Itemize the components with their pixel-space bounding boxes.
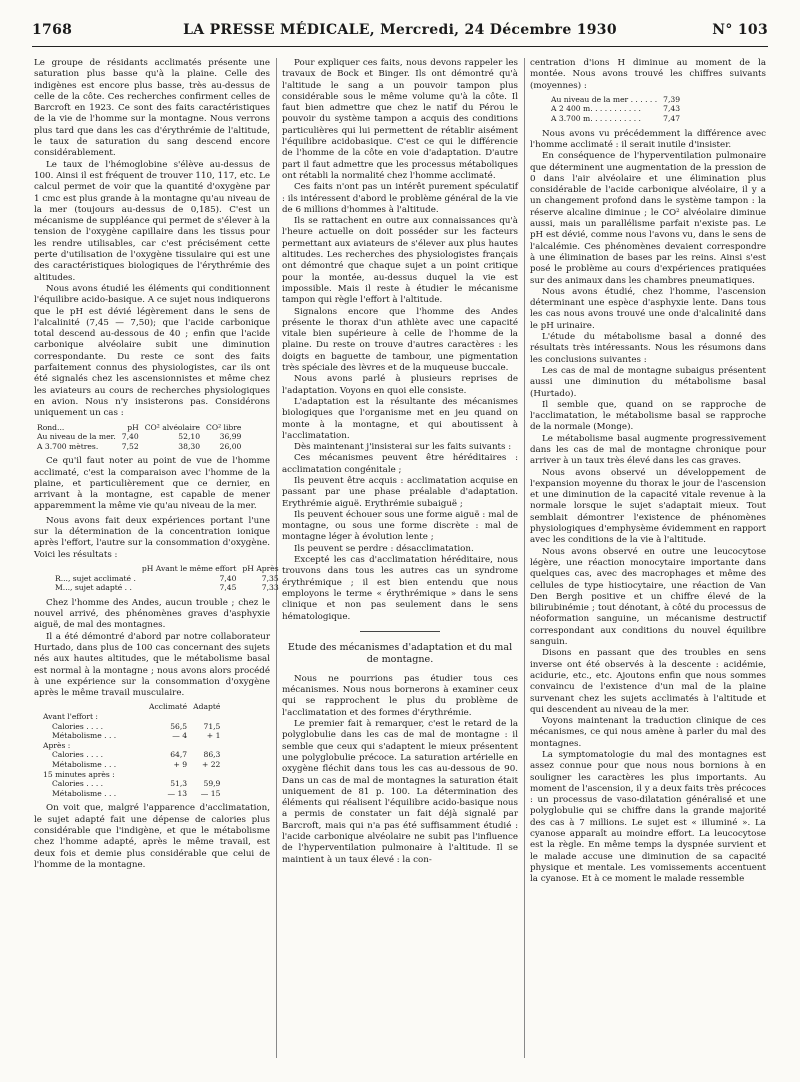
paragraph: Le taux de l'hémoglobine s'élève au-dessus de 100. Ainsi il est fréquent de trouver 110, 117, etc. Le calcul permet de voir que la quantité d'oxygène par 1 cmc est plus grande à la montagne qu'au niveau de la mer (toujours au-dessus de 0,185). C'est un mécanisme de suppléance qui permet de s'élever à la tension de l'oxygène capillaire dans les tissus pour les rendre utilisables, car c'est précisément cette perte d'utilisation de l'oxygène tissulaire qui est une des caractéristiques biologiques de l'érythrémie des altitudes. [34, 159, 270, 283]
paragraph: On voit que, malgré l'apparence d'acclimatation, le sujet adapté fait une dépense de calories plus considérable que l'indigène, et que le métabolisme chez l'homme adapté, après le même travail, est deux fois et demie plus considérable que celui de l'homme de la montagne. [34, 803, 270, 870]
table-cell: 7,39 [663, 94, 681, 104]
section-title: Etude des mécanismes d'adaptation et du mal de montagne. [287, 641, 513, 665]
table-cell: 38,30 [178, 441, 201, 451]
table-cell: M..., sujet adapté . . [55, 583, 132, 593]
table-cell: 36,99 [219, 432, 242, 442]
table-header-row [52, 564, 282, 574]
paragraph: Ils se rattachent en outre aux connaissances qu'à l'heure actuelle on doit posséder sur les facteurs permettant aux aviateurs de s'élever aux plus hautes altitudes. Les recherches des physiologistes français ont démontré que chaque sujet a un point critique pour la montée, au-dessus duquel la vie est impossible. Mais il reste à étudier le mécanisme tampon qui règle l'effort à l'altitude. [282, 216, 518, 306]
paragraph: Signalons encore que l'homme des Andes présente le thorax d'un athlète avec une capacité vitale bien supérieure à celle de l'homme de la plaine. Du reste on trouve d'autres caractères : les doigts en baguette de tambour, une pigmentation très spéciale des lèvres et de la muqueuse buccale. [282, 306, 518, 374]
issue-number: N° 103 [712, 22, 768, 38]
column-2 [282, 58, 518, 1058]
paragraph: Ces mécanismes peuvent être héréditaires : acclimatation congénitale ; [282, 453, 518, 475]
table-cell: Calories . . . . [52, 779, 104, 789]
column-divider [524, 58, 525, 1058]
paragraph: En conséquence de l'hyperventilation pulmonaire que déterminent une augmentation de la pression de 0 dans l'air alvéolaire et une élimination plus considérable de l'acide carbonique alvéolaire, il y a un changement profond dans le système tampon : la réserve alcaline diminue ; le CO² alvéolaire diminue aussi, mais un parallélisme parfait n'existe pas. Le pH est dévié, comme nous l'avons vu, dans le sens de l'alcalémie. Ces phénomènes devaient correspondre à une élimination de bases par les reins. Ainsi s'est posé le problème au cours d'expériences pratiquées sur des animaux dans les chambres pneumatiques. [530, 151, 766, 286]
table-row [40, 731, 223, 741]
table-metabolism [40, 702, 223, 798]
table-cell: + 1 [206, 731, 221, 741]
paragraph: Ils peuvent être acquis : acclimatation acquise en passant par une phase préalable d'adaptation. Erythrémie aiguë. Erythrémie subaiguë ; [282, 475, 518, 509]
column-1 [34, 58, 279, 1058]
paragraph: Le métabolisme basal augmente progressivement dans les cas de mal de montagne chronique pour arriver à un taux très élevé dans les cas graves. [530, 433, 766, 467]
table-row [52, 574, 282, 584]
table-cell: 26,00 [219, 441, 242, 451]
paragraph: Le groupe de résidants acclimatés présente une saturation plus basse qu'à la plaine. Celle des indigènes est encore plus basse, très au-dessus de celle de la côte. Ces recherches confirment celles de Barcroft en 1923. Ce sont des faits caractéristiques de la vie de l'homme sur la montagne. Nous verrons plus tard que dans les cas d'érythrémie de l'altitude, le taux de saturation du sang descend encore considérablement. [34, 58, 270, 159]
paragraph: Ce qu'il faut noter au point de vue de l'homme acclimaté, c'est la comparaison avec l'homme de la plaine, et particulièrement que ce dernier, en arrivant à la montagne, est capable de mener apparemment la même vie qu'au niveau de la mer. [34, 456, 270, 512]
table-header-row [34, 423, 244, 433]
table-cell: 86,3 [203, 750, 221, 760]
table-header-cell: Rond... [37, 422, 65, 432]
table-ph-co2 [34, 423, 244, 452]
paragraph: Chez l'homme des Andes, aucun trouble ; chez le nouvel arrivé, des phénomènes graves d'asphyxie aiguë, de mal des montagnes. [34, 597, 270, 631]
paragraph: Nous avons étudié, chez l'homme, l'ascension déterminant une espèce d'asphyxie lente. Dans tous les cas nous avons trouvé une onde d'alcalinité dans le pH urinaire. [530, 286, 766, 331]
journal-title: LA PRESSE MÉDICALE, Mercredi, 24 Décembre 1930 [183, 22, 617, 38]
paragraph: Nous avons observé un développement de l'expansion moyenne du thorax le jour de l'ascension et une diminution de la capacité vitale revenue à la normale lorsque le sujet s'adaptait mieux. Tout semblait démontrer l'existence de phénomènes physiologiques d'emphysème évidemment en rapport avec les conditions de la vie à l'altitude. [530, 467, 766, 546]
paragraph: Pour expliquer ces faits, nous devons rappeler les travaux de Bock et Binger. Ils ont démontré qu'à l'altitude le sang a un pouvoir tampon plus considérable sous le même volume qu'à la côte. Il faut bien admettre que chez le natif du Pérou le pouvoir du système tampon a acquis des conditions particulières qui lui permettent de rétablir aisément l'équilibre acidobasique. C'est ce qui le différencie de l'homme de la côte en voie d'adaptation. D'autre part il faut admettre que les processus métaboliques ont rétabli la normalité chez l'homme acclimaté. [282, 58, 518, 181]
table-cell: 59,9 [203, 779, 221, 789]
paragraph: Il a été démontré d'abord par notre collaborateur Hurtado, dans plus de 100 cas concernant des sujets nés aux hautes altitudes, que le métabolisme basal est normal à la montagne ; nous avons alors procédé à une expérience sur la consommation d'oxygène après le même travail musculaire. [34, 631, 270, 699]
table-cell: — 15 [200, 788, 221, 798]
table-cell: Au niveau de la mer . . . . . . [551, 94, 658, 104]
paragraph: centration d'ions H diminue au moment de la montée. Nous avons trouvé les chiffres suivants (moyennes) : [530, 58, 766, 91]
table-header-cell [40, 702, 146, 712]
table-cell: 52,10 [178, 432, 201, 442]
table-row [548, 104, 683, 114]
table-row [40, 741, 223, 751]
paragraph: Excepté les cas d'acclimatation héréditaire, nous trouvons dans tous les autres cas un syndrome érythrémique ; il est bien entendu que nous employons le terme « érythrémique » dans le sens clinique et non pas seulement dans le sens hématologique. [282, 555, 518, 622]
paragraph: La symptomatologie du mal des montagnes est assez connue pour que nous nous bornions à en souligner les caractères les plus importants. Au moment de l'ascension, il y a deux faits très précoces : un processus de vaso-dilatation généralisé et une polyglobulie qui se chiffre dans la grande majorité des cas à 7 millions. Le sujet est « illuminé ». La cyanose apparaît au moindre effort. La leucocytose est la règle. En même temps la dyspnée survient et le malade accuse une diminution de sa capacité physique et mentale. Les vomissements accentuent la cyanose. Et à ce moment le malade ressemble [530, 750, 766, 885]
table-row [40, 722, 223, 732]
table-cell: Métabolisme . . . [52, 788, 117, 798]
table-cell: 71,5 [203, 721, 221, 731]
paragraph: L'adaptation est la résultante des mécanismes biologiques que l'organisme met en jeu quand on monte à la montagne, et qui aboutissent à l'acclimatation. [282, 396, 518, 441]
paragraph: Nous avons observé en outre une leucocytose légère, une réaction monocytaire importante dans quelques cas, avec des macrophages et même des cellules de type histiocytaire, une réaction de Van Den Bergh positive et un chiffre élevé de la bilirubinémie ; tout dénotant, à côté du processus de néoformation sanguine, un mécanisme destructif correspondant aux conditions du nouvel équilibre sanguin. [530, 546, 766, 648]
table-cell: A 3.700 m. . . . . . . . . . . [551, 114, 641, 124]
table-cell: Métabolisme . . . [52, 759, 117, 769]
table-cell [190, 741, 223, 751]
table-cell: 7,40 [219, 573, 237, 583]
table-cell: 7,45 [219, 583, 237, 593]
table-cell: 15 minutes après : [43, 769, 115, 779]
table-cell: + 22 [201, 759, 221, 769]
paragraph: Nous avons fait deux expériences portant l'une sur la détermination de la concentration ionique après l'effort, l'autre sur la consommation d'oxygène. Voici les résultats : [34, 515, 270, 560]
column-divider [276, 58, 277, 1058]
table-cell: Métabolisme . . . [52, 731, 117, 741]
table-header-cell [52, 564, 139, 574]
table-cell: A 2 400 m. . . . . . . . . . . [551, 104, 641, 114]
table-header-cell: CO² libre [206, 422, 242, 432]
table-row [52, 583, 282, 593]
table-header-cell: CO² alvéolaire [144, 422, 201, 432]
table-cell: — 4 [172, 731, 188, 741]
table-header-cell: pH [127, 422, 139, 432]
table-row [40, 760, 223, 770]
paragraph: Ces faits n'ont pas un intérêt purement spéculatif : ils intéressent d'abord le problème général de la vie de 6 millions d'hommes à l'altitude. [282, 182, 518, 215]
table-header-cell: pH Avant le même effort [141, 563, 237, 573]
paragraph: Ils peuvent se perdre : désacclimatation. [294, 543, 474, 554]
table-cell: A 3.700 mètres. [37, 441, 99, 451]
paragraph: Disons en passant que des troubles en sens inverse ont été observés à la descente : acidémie, acidurie, etc., etc. Ajoutons enfin que nous sommes convaincu de l'existence d'un mal de la plaine survenant chez les sujets acclimatés à l'altitude et qui descendent au niveau de la mer. [530, 648, 766, 715]
table-row [548, 114, 683, 124]
page-number: 1768 [32, 22, 73, 38]
paragraph: Il semble que, quand on se rapproche de l'acclimatation, le métabolisme basal se rapproche de la normale (Monge). [530, 399, 766, 433]
paragraph: Ils peuvent échouer sous une forme aiguë : mal de montagne, ou sous une forme discrète : mal de montagne léger à évolution lente ; [282, 509, 518, 543]
table-header-cell: Adapté [193, 702, 221, 712]
paragraph: Voyons maintenant la traduction clinique de ces mécanismes, ce qui nous amène à parler du mal des montagnes. [530, 716, 766, 749]
table-row [40, 789, 223, 799]
paragraph: Le premier fait à remarquer, c'est le retard de la polyglobulie dans les cas de mal de montagne : il semble que ceux qui s'adaptent le mieux présentent une polyglobulie précoce. La saturation artérielle en oxygène fléchit dans tous les cas au-dessous de 90. Dans un cas de mal de montagnes la saturation était uniquement de 81 p. 100. La détermination des éléments qui réalisent l'équilibre acido-basique nous a permis de constater un fait déjà signalé par Barcroft, mais qui n'a pas été suffisamment étudié : l'acide carbonique alvéolaire ne subit pas l'influence de l'hyperventilation pulmonaire à l'altitude. Il se maintient à un taux élevé : la con- [282, 719, 518, 865]
table-cell: 7,33 [261, 583, 279, 593]
table-ph-effort [52, 564, 282, 593]
table-cell: Calories . . . . [52, 721, 104, 731]
table-header-cell: Acclimaté [149, 702, 188, 712]
table-cell: 7,35 [261, 573, 279, 583]
table-cell [190, 712, 223, 722]
table-row [548, 95, 683, 105]
table-cell [146, 712, 190, 722]
table-cell: Après : [43, 740, 71, 750]
table-cell: R..., sujet acclimaté . [55, 573, 136, 583]
column-3 [530, 58, 766, 1058]
paragraph: Nous avons parlé à plusieurs reprises de l'adaptation. Voyons en quoi elle consiste. [282, 374, 518, 396]
table-row [40, 712, 223, 722]
table-cell [146, 741, 190, 751]
table-row [34, 442, 244, 452]
table-cell: + 9 [173, 759, 188, 769]
paragraph: Les cas de mal de montagne subaigus présentent aussi une diminution du métabolisme basal (Hurtado). [530, 365, 766, 399]
paragraph: Dès maintenant j'insisterai sur les faits suivants : [294, 442, 512, 453]
table-cell: 7,52 [121, 441, 139, 451]
table-ph-altitude [548, 95, 683, 124]
table-cell [146, 770, 190, 780]
table-cell: Au niveau de la mer. [37, 432, 116, 442]
table-cell: 7,47 [663, 114, 681, 124]
table-row [40, 770, 223, 780]
header-rule [32, 46, 768, 47]
paragraph: Nous avons vu précédemment la différence avec l'homme acclimaté : il serait inutile d'insister. [530, 128, 766, 150]
table-cell: 51,3 [170, 779, 188, 789]
table-cell: 56,5 [170, 721, 188, 731]
section-divider [360, 631, 440, 632]
table-cell [190, 770, 223, 780]
table-row [40, 750, 223, 760]
paragraph: Nous avons étudié les éléments qui conditionnent l'équilibre acido-basique. A ce sujet nous indiquerons que le pH est dévié légèrement dans le sens de l'alcalinité (7,45 — 7,50); que l'acide carbonique total descend au-dessous de 40 ; enfin que l'acide carbonique alvéolaire subit une diminution correspondante. Du reste ce sont des faits parfaitement connus des physiologistes, car ils ont été signalés chez les ascensionnistes et même chez les aviateurs au cours de recherches physiologiques en avion. Nous n'y insisterons pas. Considérons uniquement un cas : [34, 283, 270, 419]
table-cell: Calories . . . . [52, 750, 104, 760]
paragraph: Nous ne pourrions pas étudier tous ces mécanismes. Nous nous bornerons à examiner ceux qui se rapprochent le plus du problème de l'acclimatation et des formes d'érythrémie. [282, 673, 518, 718]
page-header [32, 22, 768, 42]
table-cell: 7,40 [121, 432, 139, 442]
table-cell: 64,7 [170, 750, 188, 760]
table-row [34, 432, 244, 442]
table-cell: Avant l'effort : [43, 712, 98, 721]
paragraph: L'étude du métabolisme basal a donné des résultats très intéressants. Nous les résumons dans les conclusions suivantes : [530, 332, 766, 365]
table-header-cell: pH Après [242, 563, 279, 573]
table-cell: 7,43 [663, 104, 681, 114]
table-header-row [40, 702, 223, 712]
table-row [40, 779, 223, 789]
table-cell: — 13 [167, 788, 188, 798]
